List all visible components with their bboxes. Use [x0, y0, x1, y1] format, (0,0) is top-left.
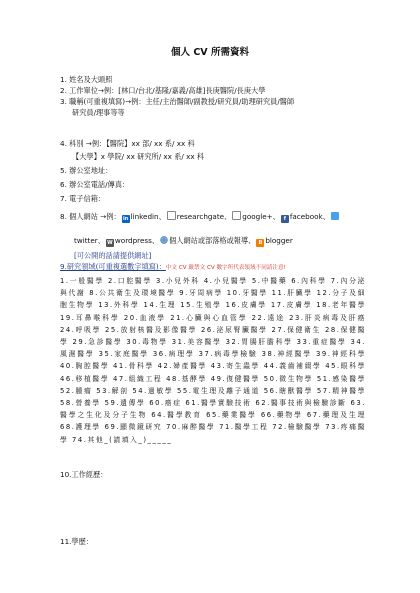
google-plus-icon: [232, 211, 241, 220]
twitter-icon: [331, 212, 339, 220]
research-fields-label: 9.研究領域(可重複選數字填寫)：: [60, 262, 166, 271]
item-work-experience: 10.工作經歷：: [60, 470, 108, 479]
item-department-cont: 【大學】x 學院/ xx 研究所/ xx 系/ xx 科: [72, 152, 205, 161]
item-workplace: 2. 工作單位→例：[林口/台北/基隆/嘉義/高雄]長庚醫院/長庚大學: [60, 86, 266, 95]
researchgate-label: researchgate: [176, 212, 225, 221]
blogger-label: blogger: [265, 236, 293, 245]
website-prefix: 8. 個人網站 →例：: [60, 212, 121, 221]
item-education: 11.學歷：: [60, 537, 93, 546]
item-personal-website-cont: [74, 236, 293, 247]
item-email: 7. 電子信箱：: [60, 194, 106, 203]
research-fields-warning: 中文 CV 嚴禁文 CV 數字所代表領域不同請注意!: [165, 265, 286, 271]
item-office-address: 5. 辦公室地址：: [60, 166, 113, 175]
separator: 、: [158, 212, 166, 221]
separator: 、: [151, 236, 160, 245]
item-department: 4. 科別 →例：【醫院】xx 部/ xx 系/ xx 科: [60, 139, 195, 148]
item-job-title-cont: 研究員/理事等等: [72, 108, 125, 117]
linkedin-icon: in: [122, 216, 129, 222]
public-url-note: [可公開的話請提供網址]: [74, 251, 152, 260]
separator: 、: [322, 212, 330, 221]
personal-site-label: 個人網站或部落格或報導: [169, 236, 249, 245]
page-title: 個人 CV 所需資料: [171, 47, 249, 58]
linkedin-label: linkedin: [130, 212, 159, 221]
separator: 、: [224, 212, 232, 221]
item-personal-website: [60, 211, 340, 223]
researchgate-icon: [167, 211, 176, 220]
item-job-title: 3. 職稱(可重複填寫)→例：主任/主治醫師/副教授/研究員/助理研究員/醫師: [60, 97, 295, 106]
google-plus-label: google+: [242, 212, 273, 221]
twitter-label: twitter: [74, 236, 98, 245]
wordpress-label: wordpress: [114, 236, 152, 245]
research-fields-list: 1.一般醫學 2.口腔醫學 3.小兒外科 4.小兒醫學 5.中醫藥 6.內科學 7.內分泌與代謝 8.公共衛生及環境醫學 9.牙周病學 10.牙醫學 11.肝臟學 12.分子及細胞生物學 13.外科學 14.生理 15.生殖學 16.皮膚學 17.皮膚學 18.老年醫學 19.耳鼻喉科學 20.血液學 21.心臟與心血管學 22.遠途 23.肝炎病毒及肝癌 24.呼吸學 25.放射核醫及影像醫學 26.泌尿腎臟醫學 27.保健衛生 28.保健醫學 29.急診醫學 30.毒物學 31.美容醫學 32.胃腸肝膽科學 33.重症醫學 34.風濕醫學 35.家庭醫學 36.病理學 37.病毒學檢驗 38.神經醫學 39.神經科學 40.胸腔醫學 41.骨科學 42.婦產醫學 43.寄生蟲學 44.義齒補綴學 45.眼科學 46.移植醫學 47.組織工程 48.基酵學 49.復健醫學 50.微生物學 51.感染醫學 52.腫瘤 53.解剖 54.過敏學 55.電生理及離子通道 56.瞎獸醫學 57.精神醫學 58.營養學 59.遺傳學 60.癌症 61.醫學實驗技術 62.醫事技術與檢驗診斷 63.醫學之生化及分子生物 64.醫學教育 65.藥業醫學 66.藥物學 67.藥理及生理 68.護理學 69.顯微鏡研究 70.麻醉醫學 71.醫學工程 72.檢驗醫學 73.疼痛醫學 74.其他_(請填入_)_____: [60, 277, 366, 444]
facebook-label: facebook: [289, 212, 323, 221]
facebook-icon: f: [281, 215, 289, 223]
item-name-photo: 1. 姓名及大頭照: [60, 75, 113, 84]
separator: 、: [97, 236, 105, 245]
separator: 、: [248, 236, 256, 245]
wordpress-icon: W: [107, 240, 113, 246]
globe-icon: [160, 236, 168, 244]
item-research-fields: [60, 262, 286, 273]
blogger-icon: B: [256, 239, 264, 247]
separator: 、: [272, 212, 280, 221]
item-office-phone: 6. 辦公室電話/傳真：: [60, 180, 130, 189]
